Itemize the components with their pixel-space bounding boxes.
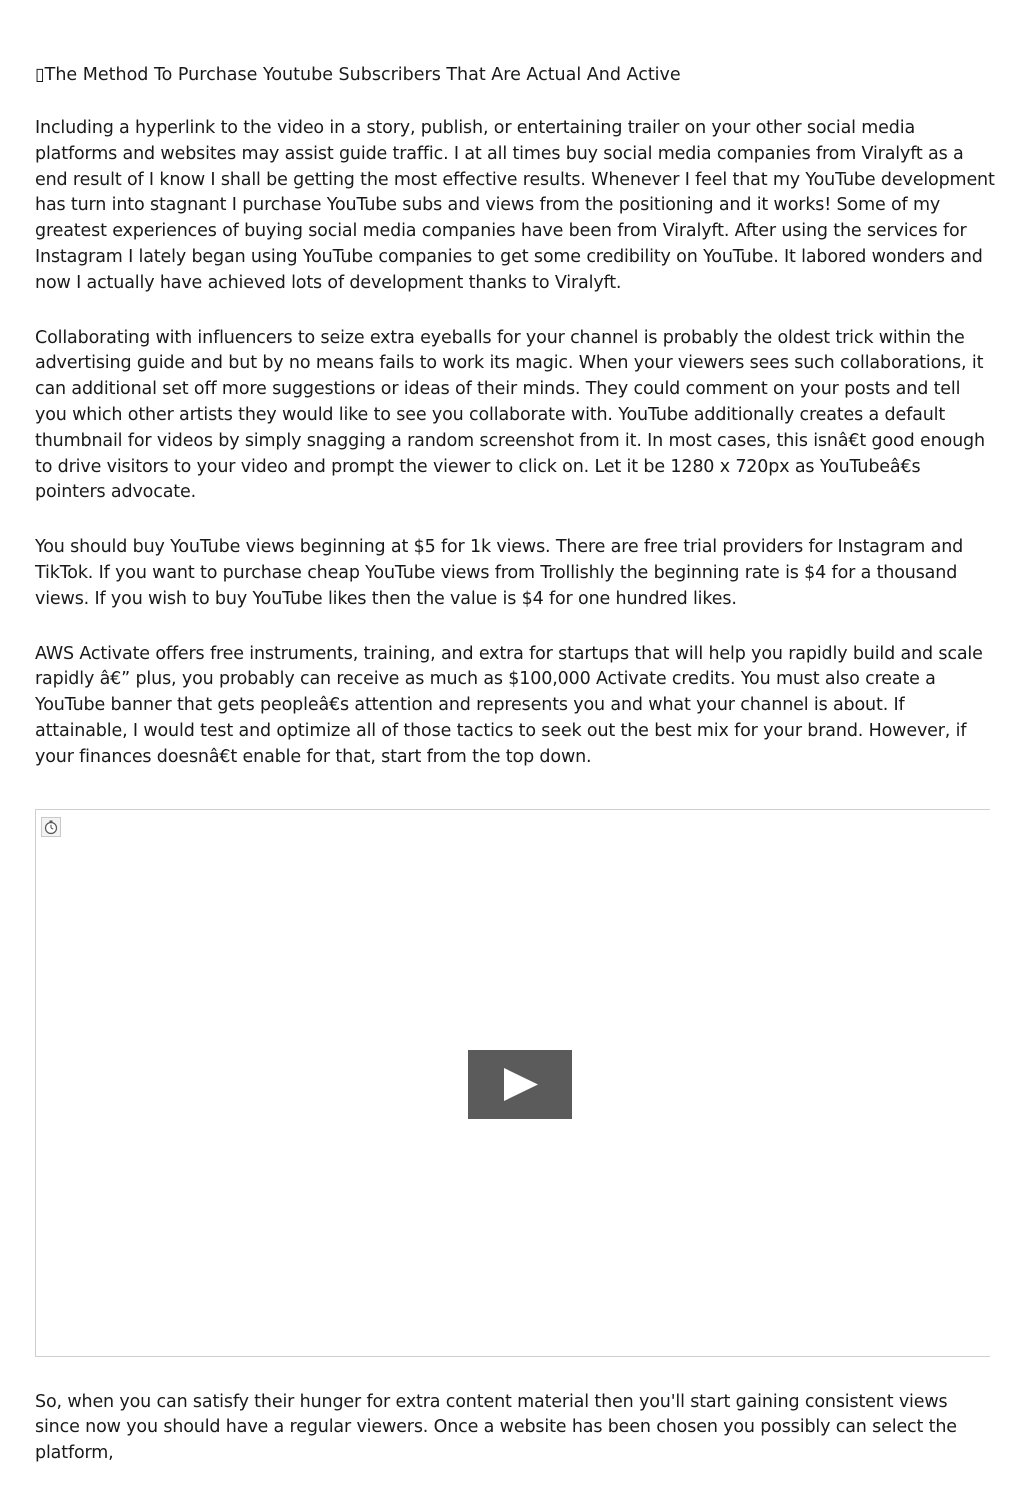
missing-glyph: ▯ [35,65,45,85]
document-title [35,62,995,88]
play-icon [504,1068,538,1101]
title-text: The Method To Purchase Youtube Subscribers That Are Actual And Active [44,65,681,85]
paragraph: You should buy YouTube views beginning at $5 for 1k views. There are free trial providers for Instagram and TikTok. If you want to purchase cheap YouTube views from Trollishly the beginning rate is $4 for a thousand views. If you wish to buy YouTube likes then the value is $4 for one hundred likes. [35,537,964,609]
paragraph: Including a hyperlink to the video in a story, publish, or entertaining trailer on your other social media platforms and websites may assist guide traffic. I at all times buy social media companies from Viralyft as a end result of I know I shall be getting the most effective results. Whenever I feel that my YouTube development has turn into stagnant I purchase YouTube subs and views from the positioning and it works! Some of my greatest experiences of buying social media companies have been from Viralyft. After using the services for Instagram I lately began using YouTube companies to get some credibility on YouTube. It labored wonders and now I actually have achieved lots of development thanks to Viralyft. [35,118,995,293]
document-body [35,62,995,1496]
paragraph: AWS Activate offers free instruments, training, and extra for startups that will help you rapidly build and scale rapidly â€” plus, you probably can receive as much as $100,000 Activate credits. You must also create a YouTube banner that gets peopleâ€s attention and represents you and what your channel is about. If attainable, I would test and optimize all of those tactics to seek out the best mix for your brand. However, if your finances doesnâ€t enable for that, start from the top down. [35,643,983,767]
embedded-video[interactable] [35,809,990,1357]
closing-paragraph: So, when you can satisfy their hunger for extra content material then you'll start gaining consistent views since now you should have a regular viewers. Once a website has been chosen you possibly can select the platform, [35,1391,957,1464]
clock-icon [41,817,61,837]
play-button[interactable] [468,1050,572,1119]
paragraph: Collaborating with influencers to seize extra eyeballs for your channel is probably the oldest trick within the advertising guide and but by no means fails to work its magic. When your viewers sees such collaborations, it can additional set off more suggestions or ideas of their minds. They could comment on your posts and tell you which other artists they would like to see you collaborate with. YouTube additionally creates a default thumbnail for videos by simply snagging a random screenshot from it. In most cases, this isnâ€t good enough to drive visitors to your video and prompt the viewer to click on. Let it be 1280 x 720px as YouTubeâ€s pointers advocate. [35,327,985,503]
